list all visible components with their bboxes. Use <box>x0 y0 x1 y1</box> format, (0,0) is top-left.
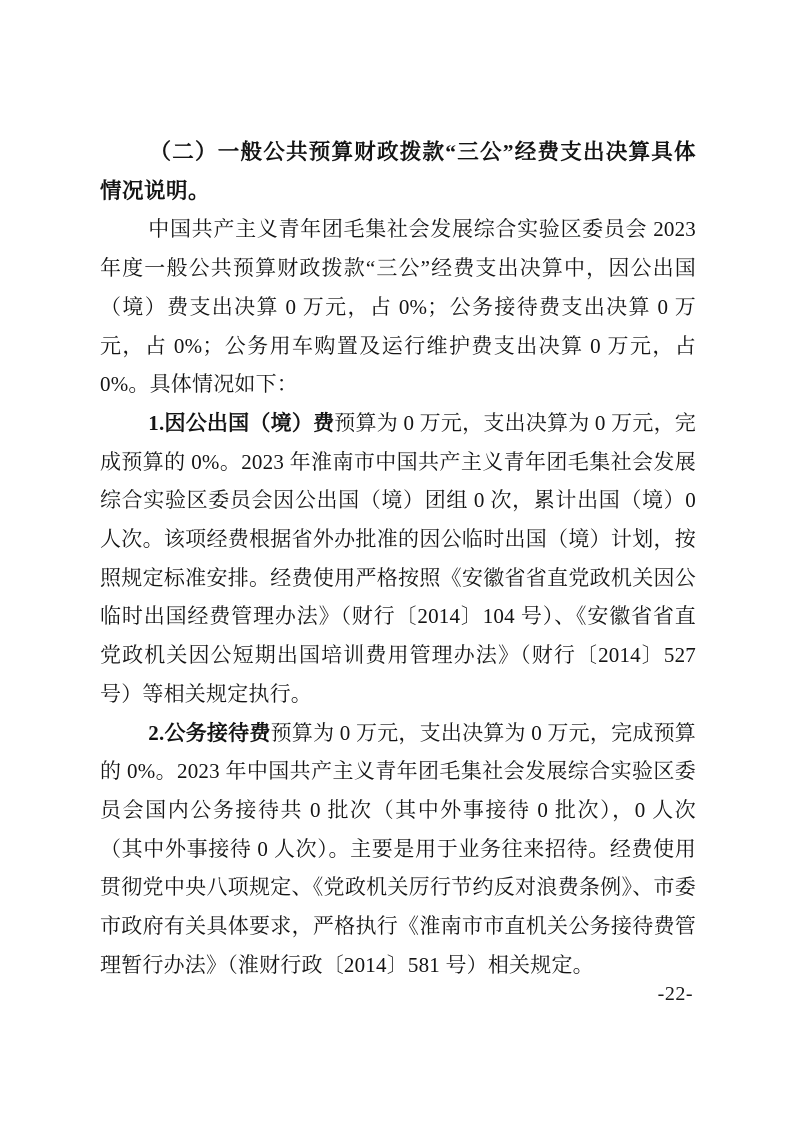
paragraph-text: 预算为 0 万元，支出决算为 0 万元，完成预算的 0%。2023 年淮南市中国共产主义青年团毛集社会发展综合实验区委员会因公出国（境）团组 0 次，累计出国（境）0 人次。该项经费根据省外办批准的因公临时出国（境）计划，按照规定标准安排。经费使用严格按照《安徽省省直党政机关因公临时出国经费管理办法》（财行〔2014〕104 号）、《安徽省省直党政机关因公短期出国培训费用管理办法》（财行〔2014〕527 号）等相关规定执行。 <box>100 410 696 706</box>
document-body <box>100 133 696 984</box>
page-number: -22- <box>657 983 693 1005</box>
section-heading: （二）一般公共预算财政拨款“三公”经费支出决算具体情况说明。 <box>100 140 696 203</box>
paragraph-text: 中国共产主义青年团毛集社会发展综合实验区委员会 2023 年度一般公共预算财政拨款“三公”经费支出决算中，因公出国（境）费支出决算 0 万元，占 0%；公务接待费支出决算 0 万元，占 0%；公务用车购置及运行维护费支出决算 0 万元，占 0%。具体情况如下： <box>100 217 696 397</box>
paragraph-text: 预算为 0 万元，支出决算为 0 万元，完成预算的 0%。2023 年中国共产主义青年团毛集社会发展综合实验区委员会国内公务接待共 0 批次（其中外事接待 0 批次），0 人次（其中外事接待 0 人次）。主要是用于业务往来招待。经费使用贯彻党中央八项规定、《党政机关厉行节约反对浪费条例》、市委市政府有关具体要求，严格执行《淮南市市直机关公务接待费管理暂行办法》（淮财行政〔2014〕581 号）相关规定。 <box>100 720 696 977</box>
paragraph-item-2 <box>100 714 696 985</box>
paragraph-lead: 2.公务接待费 <box>148 720 271 745</box>
paragraph-item-1 <box>100 404 696 714</box>
paragraph-lead: 1.因公出国（境）费 <box>148 410 335 435</box>
paragraph-overview <box>100 210 696 404</box>
